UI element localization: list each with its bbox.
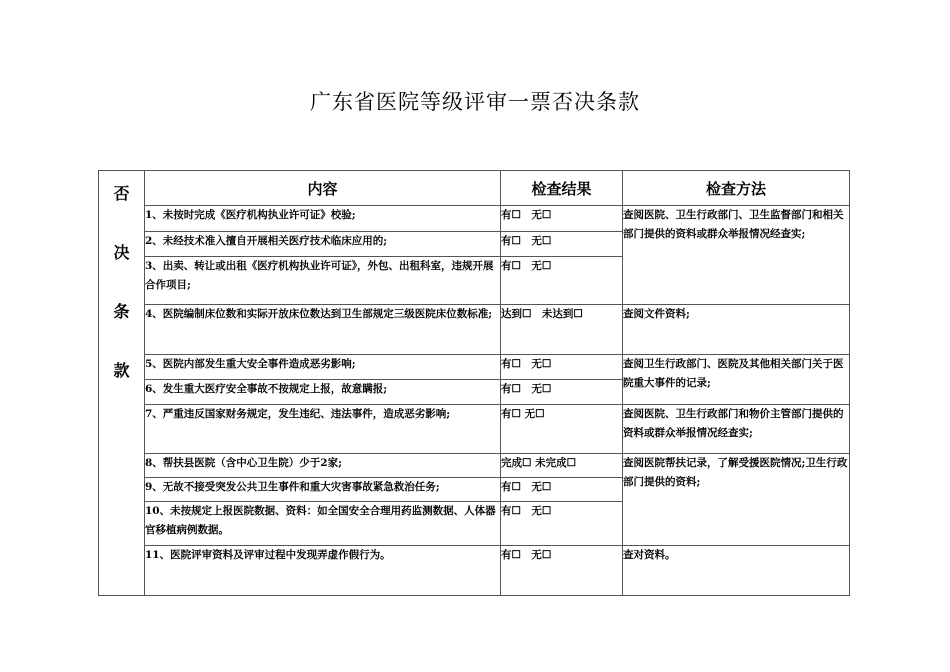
veto-clauses-table [98, 170, 850, 596]
row-content: 10、未按规定上报医院数据、资料：如全国安全合理用药监测数据、人体器官移植病例数据。 [145, 502, 501, 546]
row-content: 5、医院内部发生重大安全事件造成恶劣影响; [145, 355, 501, 380]
row-result: 有☐ 无☐ [501, 355, 623, 380]
side-label [99, 171, 145, 596]
side-char: 款 [113, 361, 130, 380]
table-row [99, 355, 850, 380]
side-char: 决 [113, 243, 130, 262]
header-row [99, 171, 850, 206]
row-content: 4、医院编制床位数和实际开放床位数达到卫生部规定三级医院床位数标准; [145, 305, 501, 355]
row-result: 达到☐ 未达到☐ [501, 305, 623, 355]
page-title: 广东省医院等级评审一票否决条款 [310, 90, 640, 114]
header-content: 内容 [145, 171, 501, 206]
row-content: 7、严重违反国家财务规定，发生违纪、违法事件，造成恶劣影响; [145, 405, 501, 454]
header-method: 检查方法 [623, 171, 850, 206]
row-method: 查阅卫生行政部门、医院及其他相关部门关于医院重大事件的记录; [623, 355, 850, 405]
row-content: 9、无故不接受突发公共卫生事件和重大灾害事故紧急救治任务; [145, 478, 501, 502]
row-method: 查对资料。 [623, 546, 850, 596]
row-result: 有☐ 无☐ [501, 257, 623, 305]
row-method: 查阅文件资料; [623, 305, 850, 355]
row-result: 有☐ 无☐ [501, 502, 623, 546]
table-row [99, 405, 850, 454]
side-char: 条 [113, 302, 130, 321]
row-method: 查阅医院帮扶记录，了解受援医院情况;卫生行政部门提供的资料; [623, 454, 850, 546]
table-row [99, 454, 850, 478]
table-row [99, 206, 850, 232]
header-result: 检查结果 [501, 171, 623, 206]
row-content: 2、未经技术准入擅自开展相关医疗技术临床应用的; [145, 232, 501, 257]
row-content: 11、医院评审资料及评审过程中发现弄虚作假行为。 [145, 546, 501, 596]
row-content: 8、帮扶县医院（含中心卫生院）少于2家; [145, 454, 501, 478]
row-content: 1、未按时完成《医疗机构执业许可证》校验; [145, 206, 501, 232]
row-result: 有☐ 无☐ [501, 478, 623, 502]
row-result: 有☐ 无☐ [501, 546, 623, 596]
row-result: 有☐ 无☐ [501, 405, 623, 454]
table-row [99, 305, 850, 355]
row-method: 查阅医院、卫生行政部门和物价主管部门提供的资料或群众举报情况经查实; [623, 405, 850, 454]
row-result: 有☐ 无☐ [501, 206, 623, 232]
row-method: 查阅医院、卫生行政部门、卫生监督部门和相关部门提供的资料或群众举报情况经查实; [623, 206, 850, 305]
row-result: 完成☐ 未完成☐ [501, 454, 623, 478]
side-char: 否 [113, 184, 130, 203]
row-content: 6、发生重大医疗安全事故不按规定上报，故意瞒报; [145, 380, 501, 405]
row-result: 有☐ 无☐ [501, 232, 623, 257]
table-row [99, 546, 850, 596]
row-result: 有☐ 无☐ [501, 380, 623, 405]
row-content: 3、出卖、转让或出租《医疗机构执业许可证》，外包、出租科室，违规开展合作项目; [145, 257, 501, 305]
